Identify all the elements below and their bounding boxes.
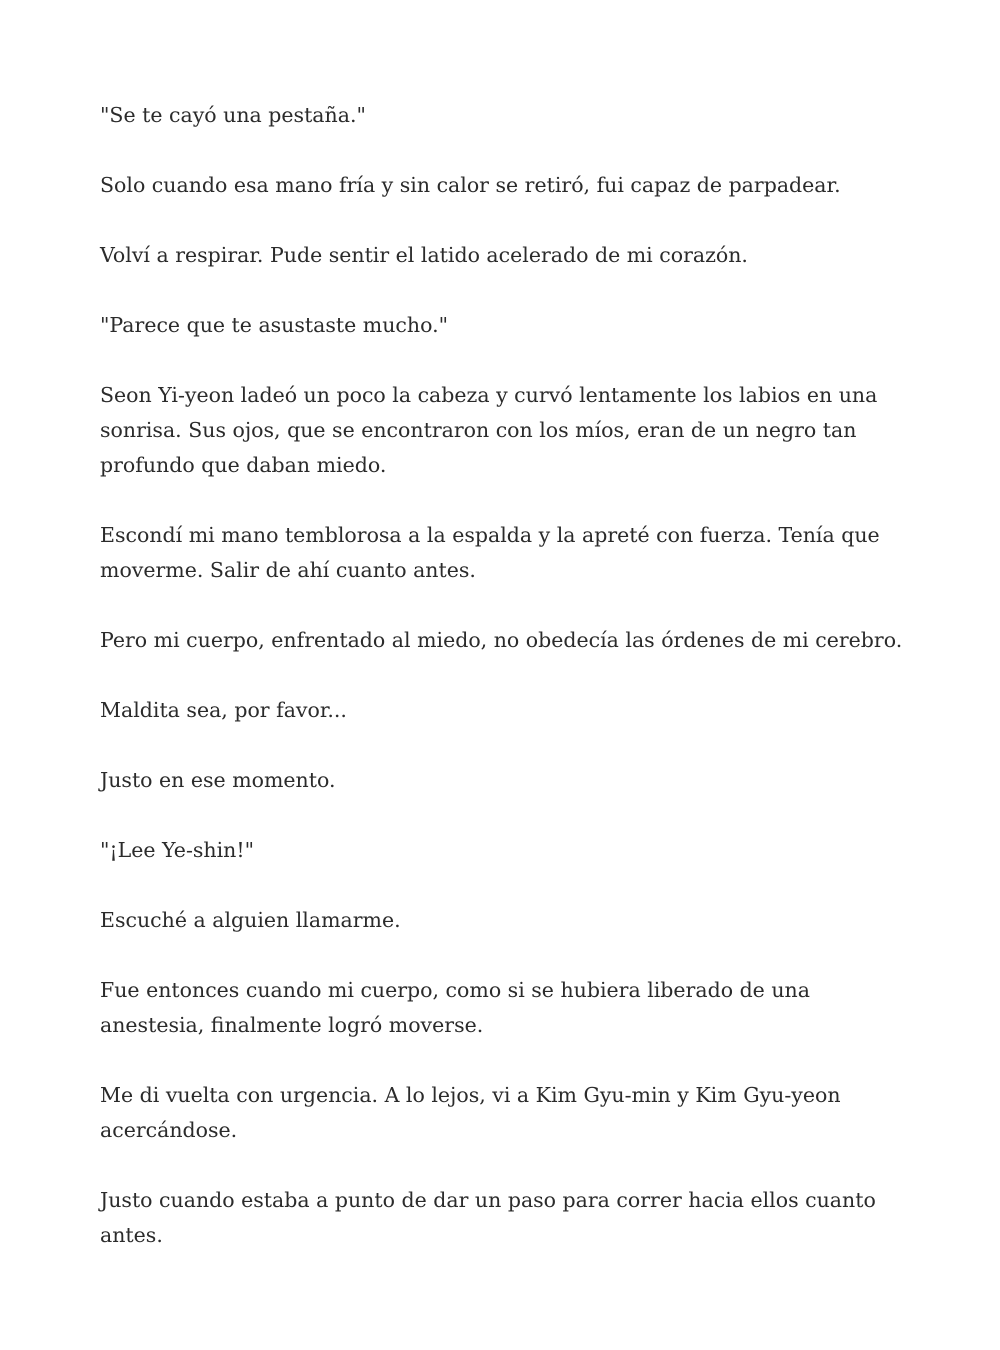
document-page: [100, 98, 910, 1288]
paragraph: "¡Lee Ye-shin!": [100, 838, 255, 862]
paragraph: Escondí mi mano temblorosa a la espalda y la apreté con fuerza. Tenía que moverme. Salir de ahí cuanto antes.: [100, 523, 880, 582]
paragraph: Volví a respirar. Pude sentir el latido acelerado de mi corazón.: [100, 243, 748, 267]
paragraph: "Se te cayó una pestaña.": [100, 103, 366, 127]
paragraph: Justo en ese momento.: [100, 768, 336, 792]
paragraph: Fue entonces cuando mi cuerpo, como si se hubiera liberado de una anestesia, finalmente logró moverse.: [100, 978, 810, 1037]
paragraph: Seon Yi-yeon ladeó un poco la cabeza y curvó lentamente los labios en una sonrisa. Sus ojos, que se encontraron con los míos, eran de un negro tan profundo que daban miedo.: [100, 383, 878, 477]
paragraph: Escuché a alguien llamarme.: [100, 908, 401, 932]
paragraph: Pero mi cuerpo, enfrentado al miedo, no obedecía las órdenes de mi cerebro.: [100, 628, 903, 652]
paragraph: Me di vuelta con urgencia. A lo lejos, vi a Kim Gyu-min y Kim Gyu-yeon acercándose.: [100, 1083, 841, 1142]
paragraph: Justo cuando estaba a punto de dar un paso para correr hacia ellos cuanto antes.: [100, 1188, 876, 1247]
paragraph: "Parece que te asustaste mucho.": [100, 313, 449, 337]
paragraph: Maldita sea, por favor...: [100, 698, 347, 722]
paragraph: Solo cuando esa mano fría y sin calor se retiró, fui capaz de parpadear.: [100, 173, 841, 197]
